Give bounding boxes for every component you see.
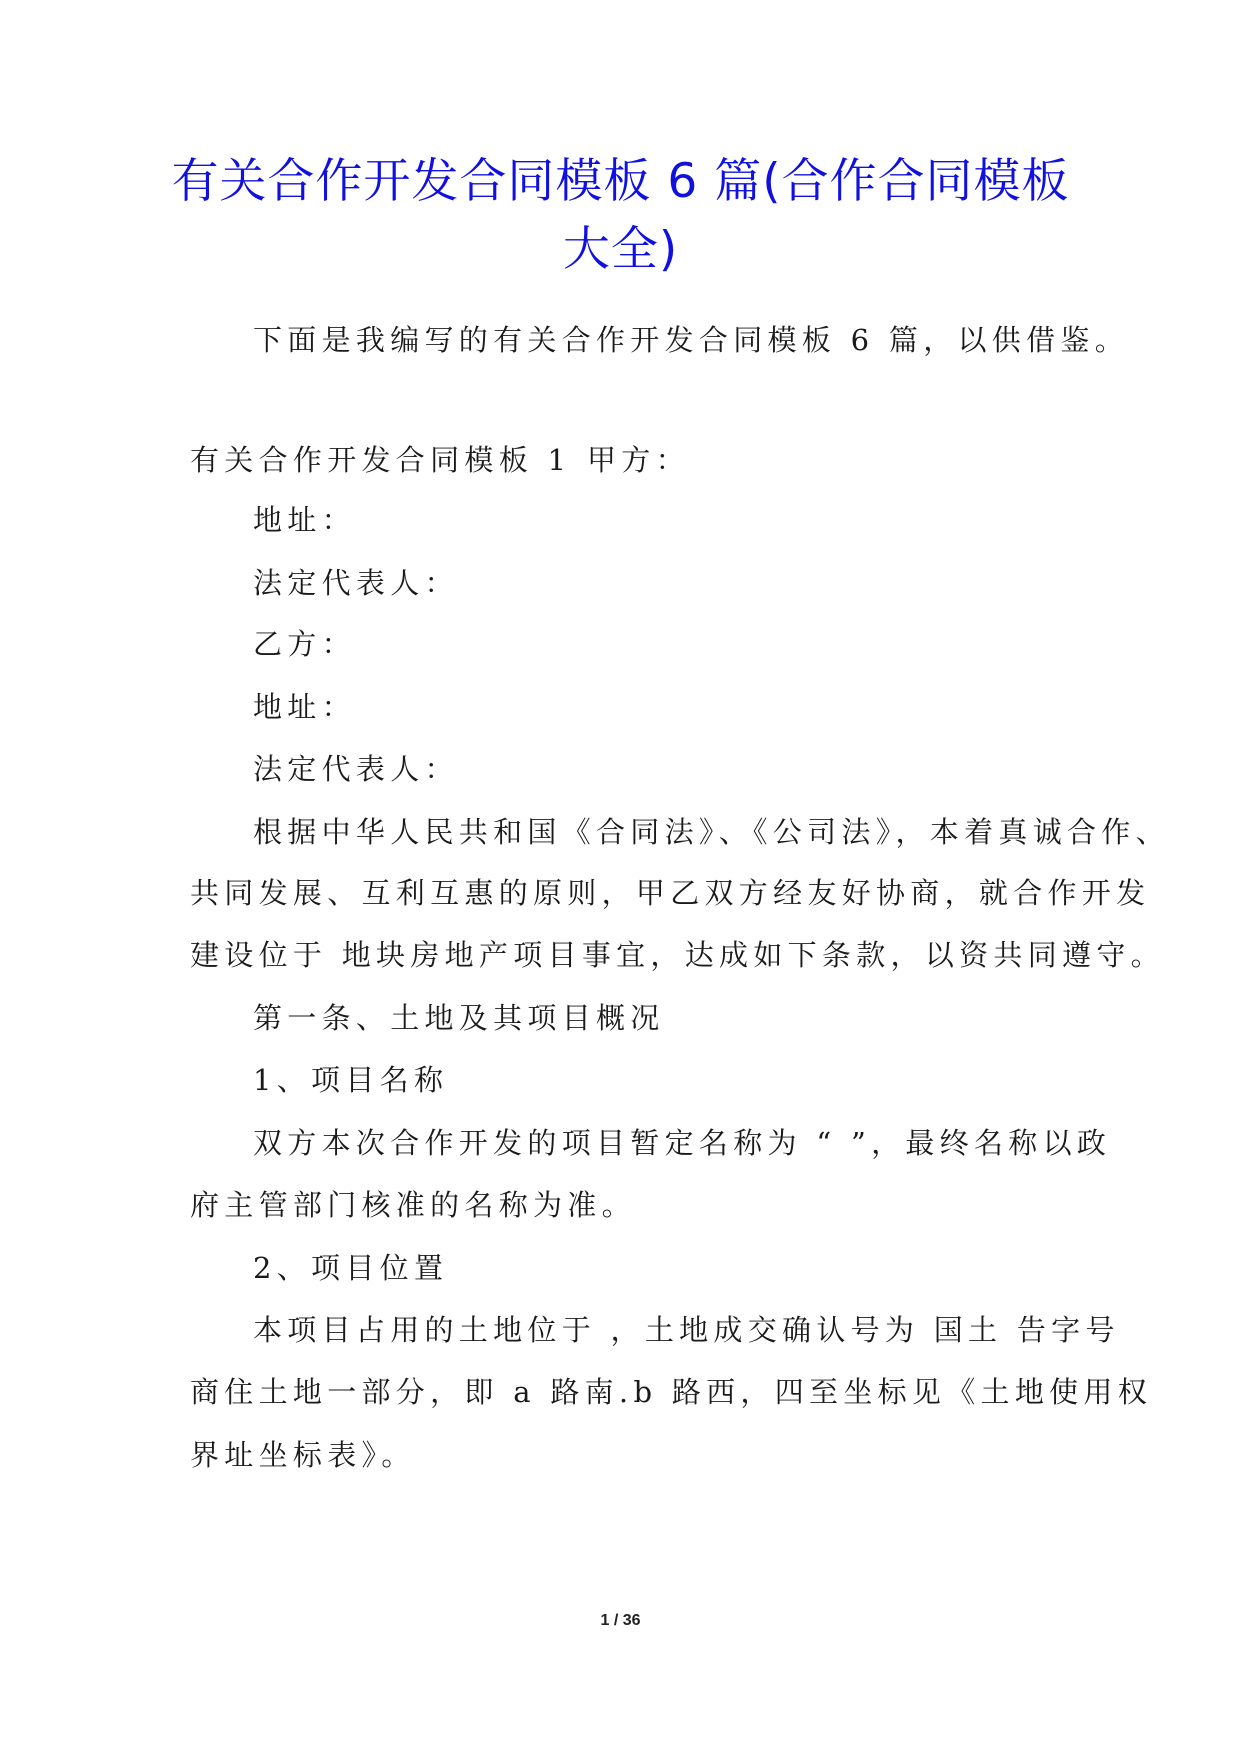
page-indicator: 1 / 36 [600, 1612, 641, 1629]
project-location-line-3: 界址坐标表》。 [190, 1438, 416, 1472]
project-name-line-2: 府主管部门核准的名称为准。 [190, 1188, 636, 1222]
project-location-line-2: 商住土地一部分，即 a 路南.b 路西，四至坐标见《土地使用权 [190, 1375, 1153, 1409]
intro-paragraph: 下面是我编写的有关合作开发合同模板 6 篇，以供借鉴。 [253, 323, 1129, 357]
preamble-line-3: 建设位于 地块房地产项目事宜，达成如下条款，以资共同遵守。 [190, 938, 1165, 972]
preamble-line-1: 根据中华人民共和国《合同法》、《公司法》，本着真诚合作、 [253, 815, 1170, 849]
project-location-line-1: 本项目占用的土地位于 ，土地成交确认号为 国土 告字号 [253, 1313, 1120, 1347]
document-title [150, 148, 1091, 284]
party-a-address-label: 地址： [253, 503, 356, 537]
party-b-label: 乙方： [253, 627, 356, 661]
party-b-representative-label: 法定代表人： [253, 752, 459, 786]
item-1-heading: 1、项目名称 [253, 1063, 449, 1097]
item-2-heading: 2、项目位置 [253, 1251, 449, 1285]
project-name-line-1: 双方本次合作开发的项目暂定名称为 “ ”，最终名称以政 [253, 1126, 1112, 1160]
party-a-label: 甲方： [587, 443, 690, 477]
party-a-representative-label: 法定代表人： [253, 566, 459, 600]
preamble-line-2: 共同发展、互利互惠的原则，甲乙双方经友好协商，就合作开发 [190, 876, 1151, 910]
section-heading: 有关合作开发合同模板 1 [190, 443, 572, 477]
party-b-address-label: 地址： [253, 690, 356, 724]
article-1-heading: 第一条、土地及其项目概况 [253, 1001, 665, 1035]
title-line-1: 有关合作开发合同模板 6 篇(合作合同模板 [171, 154, 1070, 209]
title-line-2: 大全) [562, 222, 679, 277]
